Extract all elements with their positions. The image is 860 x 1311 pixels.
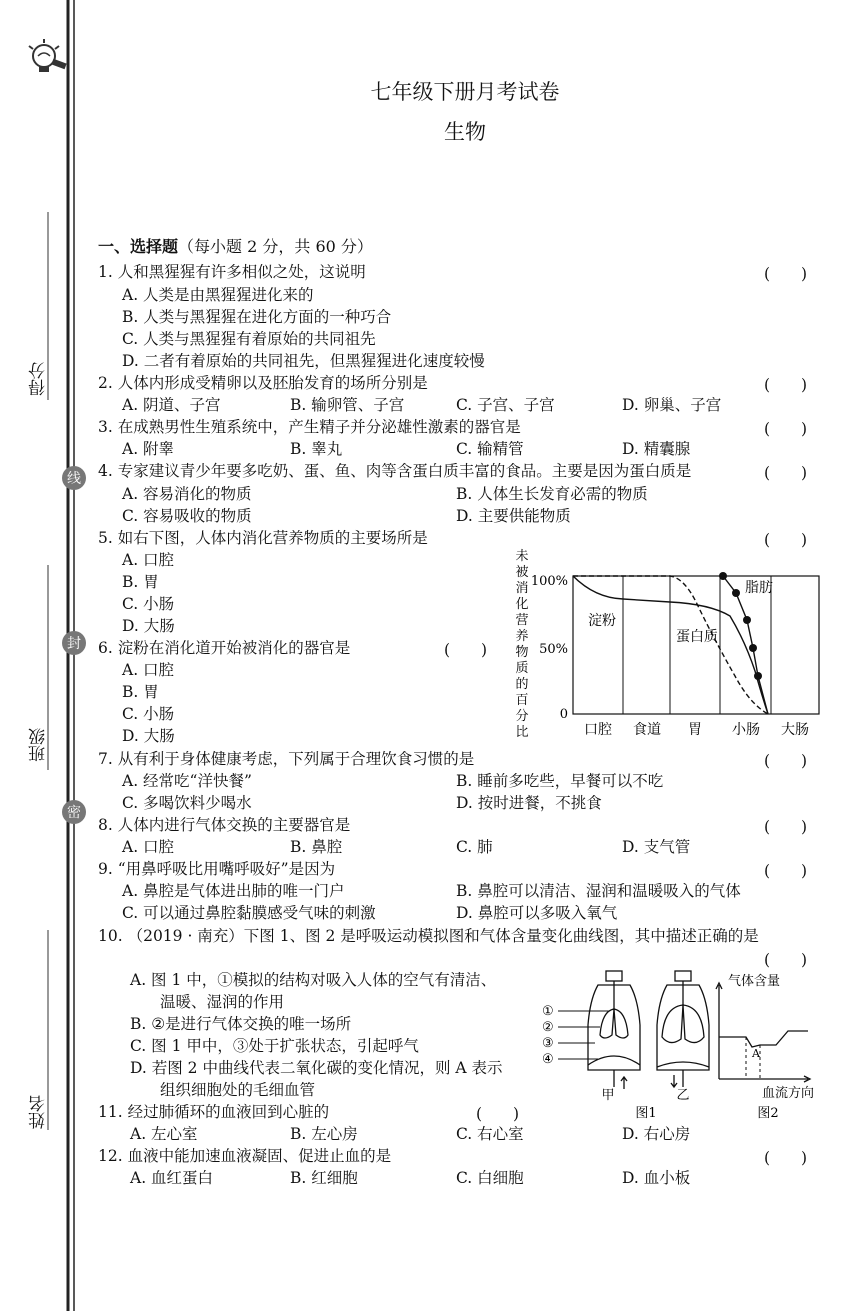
- ylabel-char: 被: [515, 565, 529, 580]
- ylabel-char: 物: [515, 645, 529, 660]
- option: C. 小肠: [122, 705, 175, 723]
- binding-margin: [0, 0, 80, 1311]
- option: A. 附睾: [122, 440, 175, 458]
- answer-blank: ( ): [444, 641, 488, 659]
- question-stem: 5. 如右下图，人体内消化营养物质的主要场所是: [98, 529, 428, 547]
- option: B. 胃: [122, 573, 159, 591]
- option: D. 精囊腺: [622, 440, 691, 458]
- option: A. 人类是由黑猩猩进化来的: [122, 286, 314, 304]
- graph-xlabel: 血流方向: [762, 1086, 815, 1101]
- ylabel-char: 化: [515, 597, 529, 612]
- breathing-figure: [540, 965, 830, 1120]
- figure1-caption: 图1: [635, 1106, 657, 1120]
- question-stem: 2. 人体内形成受精卵以及胚胎发育的场所分别是: [98, 374, 428, 392]
- seal-line-mark: 线: [62, 466, 86, 490]
- option: A. 口腔: [122, 838, 175, 856]
- option: B. 人类与黑猩猩在进化方面的一种巧合: [122, 308, 392, 326]
- region-label: 大肠: [781, 722, 809, 738]
- option: A. 左心室: [130, 1125, 198, 1143]
- answer-blank: ( ): [764, 752, 808, 770]
- question-stem: 10. （2019 · 南充）下图 1、图 2 是呼吸运动模拟图和气体含量变化曲线图，其中描述正确的是: [98, 927, 759, 945]
- answer-blank: ( ): [764, 376, 808, 394]
- answer-blank: ( ): [764, 265, 808, 283]
- option: C. 图 1 甲中，③处于扩张状态，引起呼气: [130, 1037, 419, 1055]
- fat-point: [732, 589, 740, 597]
- option: A. 口腔: [122, 551, 175, 569]
- digestion-figure: [500, 546, 830, 751]
- page-title: 七年级下册月考试卷: [370, 80, 560, 104]
- section-heading: [98, 234, 373, 257]
- protein-label: 蛋白质: [676, 629, 718, 645]
- question-stem: 6. 淀粉在消化道开始被消化的器官是: [98, 639, 351, 657]
- score-label: 得分: [29, 362, 49, 396]
- option: C. 小肠: [122, 595, 175, 613]
- question-stem: 1. 人和黑猩猩有许多相似之处，这说明: [98, 263, 366, 281]
- option: D. 二者有着原始的共同祖先，但黑猩猩进化速度较慢: [122, 352, 485, 370]
- gas-content-graph: [716, 983, 810, 1082]
- option: A. 阴道、子宫: [122, 396, 221, 414]
- option: D. 若图 2 中曲线代表二氧化碳的变化情况，则 A 表示: [130, 1059, 503, 1077]
- answer-blank: ( ): [764, 464, 808, 482]
- answer-blank: ( ): [764, 862, 808, 880]
- ylabel-char: 养: [515, 629, 529, 644]
- question-stem: 12. 血液中能加速血液凝固、促进止血的是: [98, 1147, 392, 1165]
- option: D. 卵巢、子宫: [622, 396, 722, 414]
- option: B. 鼻腔: [290, 838, 343, 856]
- option: D. 主要供能物质: [456, 507, 571, 525]
- point-a-label: A: [752, 1047, 760, 1060]
- option: D. 支气管: [622, 838, 691, 856]
- region-label: 食道: [633, 722, 661, 738]
- section-note: （每小题 2 分，共 60 分）: [178, 237, 373, 256]
- region-label: 胃: [688, 722, 702, 738]
- ylabel-char: 分: [515, 709, 529, 724]
- ylabel-char: 未: [515, 549, 529, 564]
- answer-blank: ( ): [764, 420, 808, 438]
- answer-blank: ( ): [764, 1149, 808, 1167]
- option: B. 睡前多吃些，早餐可以不吃: [456, 772, 664, 790]
- option: B. 红细胞: [290, 1169, 358, 1187]
- class-label: 班级: [29, 728, 49, 762]
- ylabel-char: 质: [515, 661, 529, 676]
- name-label: 姓名: [29, 1095, 49, 1129]
- option: C. 白细胞: [456, 1169, 524, 1187]
- ylabel-char: 比: [515, 725, 529, 740]
- marker-2: ②: [542, 1020, 554, 1035]
- option: B. 胃: [122, 683, 159, 701]
- fat-point: [743, 616, 751, 624]
- question-stem: 8. 人体内进行气体交换的主要器官是: [98, 816, 351, 834]
- section-label: 一、选择题: [98, 237, 179, 256]
- option: C. 人类与黑猩猩有着原始的共同祖先: [122, 330, 376, 348]
- option: B. ②是进行气体交换的唯一场所: [130, 1015, 352, 1033]
- ytick-label: 100%: [530, 574, 568, 589]
- option: D. 大肠: [122, 617, 175, 635]
- figure2-caption: 图2: [757, 1106, 779, 1120]
- fat-point: [719, 572, 727, 580]
- option: D. 鼻腔可以多吸入氧气: [456, 904, 618, 922]
- answer-blank: ( ): [476, 1105, 520, 1123]
- option: C. 输精管: [456, 440, 524, 458]
- fat-point: [754, 672, 762, 680]
- answer-blank: ( ): [764, 531, 808, 549]
- question-stem: 9. “用鼻呼吸比用嘴呼吸好”是因为: [98, 860, 336, 878]
- fat-label: 脂肪: [745, 580, 773, 596]
- option: D. 右心房: [622, 1125, 691, 1143]
- jar-label-jia: 甲: [601, 1088, 615, 1103]
- ylabel-char: 百: [515, 693, 529, 708]
- option: A. 口腔: [122, 661, 175, 679]
- option: D. 大肠: [122, 727, 175, 745]
- option: B. 睾丸: [290, 440, 343, 458]
- option: A. 鼻腔是气体进出肺的唯一门户: [122, 882, 345, 900]
- option: C. 可以通过鼻腔黏膜感受气味的刺激: [122, 904, 376, 922]
- option: C. 肺: [456, 838, 493, 856]
- seal-seal-mark: 封: [62, 631, 86, 655]
- option: A. 血红蛋白: [130, 1169, 214, 1187]
- option: B. 鼻腔可以清洁、湿润和温暖吸入的气体: [456, 882, 741, 900]
- option: B. 左心房: [290, 1125, 358, 1143]
- ylabel-char: 消: [515, 581, 529, 596]
- answer-blank: ( ): [764, 951, 808, 969]
- marker-3: ③: [542, 1036, 554, 1051]
- answer-blank: ( ): [764, 818, 808, 836]
- ylabel-char: 的: [515, 677, 529, 692]
- ylabel-char: 营: [515, 613, 529, 628]
- jar-jia: [588, 971, 640, 1089]
- question-stem: 3. 在成熟男性生殖系统中，产生精子并分泌雄性激素的器官是: [98, 418, 521, 436]
- jar-yi: [657, 971, 709, 1087]
- option: B. 输卵管、子宫: [290, 396, 405, 414]
- option: 组织细胞处的毛细血管: [160, 1081, 316, 1099]
- option: C. 子宫、子宫: [456, 396, 555, 414]
- option: B. 人体生长发育必需的物质: [456, 485, 648, 503]
- fat-point: [749, 644, 757, 652]
- option: A. 容易消化的物质: [122, 485, 252, 503]
- option: C. 右心室: [456, 1125, 524, 1143]
- question-stem: 4. 专家建议青少年要多吃奶、蛋、鱼、肉等含蛋白质丰富的食品。主要是因为蛋白质是: [98, 462, 692, 480]
- ytick-label: 0: [559, 707, 568, 722]
- jar-label-yi: 乙: [676, 1088, 690, 1103]
- question-stem: 7. 从有利于身体健康考虑，下列属于合理饮食习惯的是: [98, 750, 475, 768]
- option: A. 经常吃“洋快餐”: [122, 772, 252, 790]
- region-label: 小肠: [732, 722, 760, 738]
- region-label: 口腔: [584, 722, 612, 738]
- option: 温暖、湿润的作用: [160, 993, 285, 1011]
- option: C. 多喝饮料少喝水: [122, 794, 252, 812]
- question-stem: 11. 经过肺循环的血液回到心脏的: [98, 1103, 330, 1121]
- starch-label: 淀粉: [588, 613, 616, 629]
- option: D. 血小板: [622, 1169, 691, 1187]
- marker-4: ④: [542, 1052, 554, 1067]
- option: C. 容易吸收的物质: [122, 507, 252, 525]
- seal-secret-mark: 密: [62, 800, 86, 824]
- ytick-label: 50%: [539, 642, 568, 657]
- graph-ylabel: 气体含量: [728, 974, 781, 989]
- option: A. 图 1 中，①模拟的结构对吸入人体的空气有清洁、: [130, 971, 497, 989]
- page-subject: 生物: [444, 120, 486, 144]
- option: D. 按时进餐，不挑食: [456, 794, 602, 812]
- marker-1: ①: [542, 1004, 554, 1019]
